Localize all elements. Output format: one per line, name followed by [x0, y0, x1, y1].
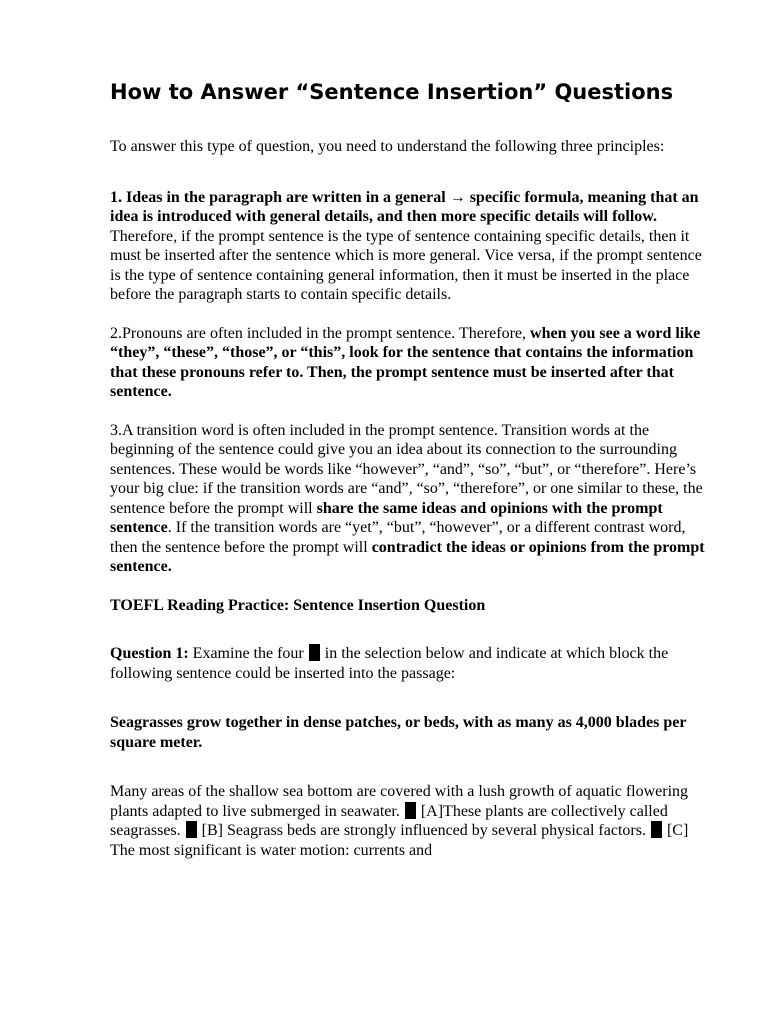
- principle-3-text-2: . If the transition words are “yet”, “but”, “however”, or a different contrast word, then the sentence before the prompt will: [110, 519, 686, 556]
- passage-sentence-1: Many areas of the shallow sea bottom are covered with a lush growth of aquatic flowering plants adapted to live submerged in seawater.: [110, 783, 689, 820]
- intro-paragraph: To answer this type of question, you need to understand the following three principles:: [110, 138, 665, 155]
- page-title: How to Answer “Sentence Insertion” Questions: [110, 80, 674, 104]
- passage-paragraph: [110, 782, 716, 860]
- insertion-block-icon: [309, 644, 320, 661]
- question-1-paragraph: [110, 644, 716, 683]
- principle-1-paragraph: [110, 188, 716, 305]
- principle-2-paragraph: [110, 324, 716, 402]
- prompt-sentence-text: Seagrasses grow together in dense patches, or beds, with as many as 4,000 blades per square meter.: [110, 714, 687, 751]
- principle-3-bold-1: share the same ideas and opinions with the prompt sentence: [110, 499, 663, 536]
- insertion-block-b-icon[interactable]: [186, 821, 197, 838]
- passage-sentence-4: [C] The most significant is water motion: currents and: [110, 822, 689, 859]
- practice-heading-text: TOEFL Reading Practice: Sentence Insertion Question: [110, 596, 486, 614]
- prompt-sentence: [110, 713, 716, 752]
- principle-2-bold: when you see a word like “they”, “these”, “those”, or “this”, look for the sentence that contains the information that these pronouns refer to. Then, the prompt sentence must be inserted after that sentence.: [110, 324, 701, 400]
- principle-3-text-1: 3.A transition word is often included in the prompt sentence. Transition words at the beginning of the sentence could give you an idea about its connection to the surrounding sentences. These would be words like “however”, “and”, “so”, “but”, or “therefore”. Here’s your big clue: if the transition words are “and”, “so”, “therefore”, or one similar to these, the sentence before the prompt will: [110, 421, 703, 517]
- practice-heading: [110, 596, 716, 616]
- insertion-block-a-icon[interactable]: [405, 802, 416, 819]
- principle-2-text: 2.Pronouns are often included in the prompt sentence. Therefore,: [110, 324, 531, 342]
- passage-sentence-2: [A]These plants are collectively called seagrasses.: [110, 802, 668, 839]
- principle-3-bold-2: contradict the ideas or opinions from the prompt sentence.: [110, 538, 705, 575]
- document-page: [110, 79, 716, 860]
- question-1-label: Question 1:: [110, 645, 189, 662]
- principle-1-text: Therefore, if the prompt sentence is the type of sentence containing specific details, then it must be inserted after the sentence which is more general. Vice versa, if the prompt sentence is the type of sentence containing general information, then it must be inserted in the place before the paragraph starts to contain specific details.: [110, 227, 702, 303]
- question-1-text-after: in the selection below and indicate at which block the following sentence could be inserted into the passage:: [110, 645, 669, 682]
- passage-sentence-3: [B] Seagrass beds are strongly influenced by several physical factors.: [197, 822, 650, 839]
- principle-3-paragraph: [110, 421, 716, 577]
- principle-1-bold: 1. Ideas in the paragraph are written in a general → specific formula, meaning that an idea is introduced with general details, and then more specific details will follow.: [110, 188, 699, 225]
- insertion-block-c-icon[interactable]: [651, 821, 662, 838]
- question-1-text-before: Examine the four: [188, 645, 308, 662]
